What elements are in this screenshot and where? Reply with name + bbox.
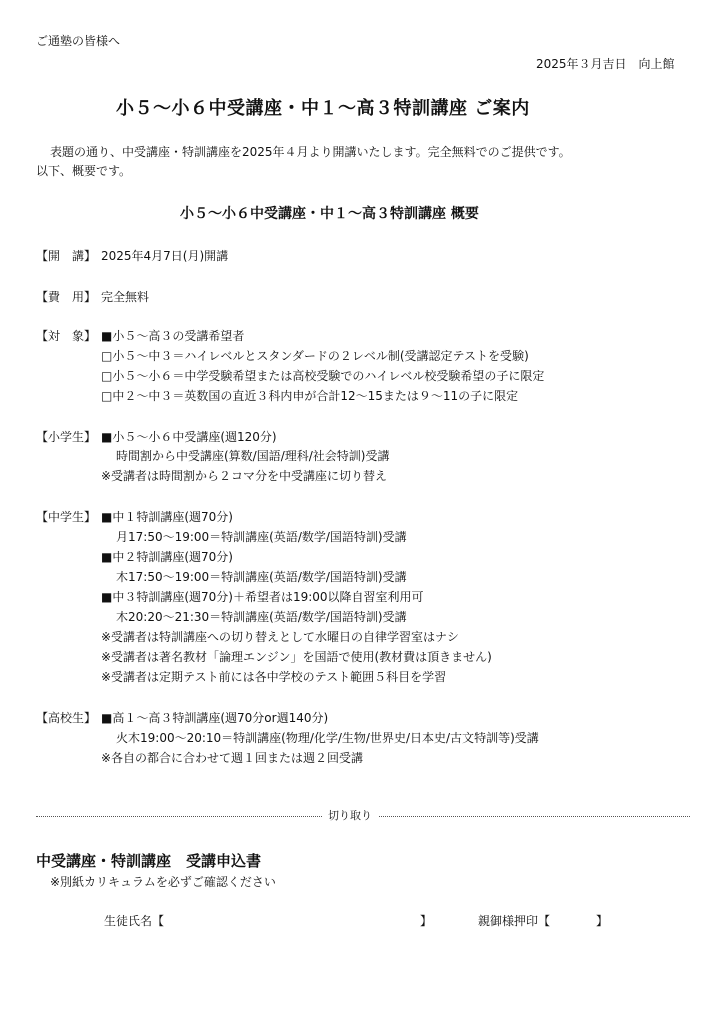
- junior-high-line: 月17:50～19:00＝特訓講座(英語/数学/国語特訓)受講: [116, 530, 407, 544]
- intro-line-2: 以下、概要です。: [36, 164, 132, 178]
- junior-high-line: ■中２特訓講座(週70分): [101, 550, 233, 564]
- high-school-label: 【高校生】: [36, 711, 97, 725]
- high-school-line: ※各自の都合に合わせて週１回または週２回受講: [101, 751, 364, 765]
- junior-high-line: 木17:50～19:00＝特訓講座(英語/数学/国語特訓)受講: [116, 570, 407, 584]
- cut-label: 切り取り: [322, 807, 378, 823]
- junior-high-line: ※受講者は特訓講座への切り替えとして水曜日の自律学習室はナシ: [101, 630, 459, 644]
- fee-value: 完全無料: [101, 290, 150, 304]
- target-line: □中２～中３＝英数国の直近３科内申が合計12～15または９～11の子に限定: [101, 389, 519, 403]
- form-title: 中受講座・特訓講座 受講申込書: [36, 852, 262, 870]
- target-line: □小５～小６＝中学受験希望または高校受験でのハイレベル校受験希望の子に限定: [101, 369, 545, 383]
- date-sender-line: 2025年３月吉日 向上館: [536, 57, 675, 71]
- start-label: 【開 講】: [36, 249, 97, 263]
- elementary-line: ※受講者は時間割から２コマ分を中受講座に切り替え: [101, 469, 388, 483]
- fee-label: 【費 用】: [36, 290, 97, 304]
- junior-high-label: 【中学生】: [36, 510, 97, 524]
- student-name-field[interactable]: [172, 910, 418, 928]
- start-date: 2025年4月7日(月)開講: [101, 249, 229, 263]
- elementary-line: 時間割から中受講座(算数/国語/理科/社会特訓)受講: [116, 449, 390, 463]
- recipient-line: ご通塾の皆様へ: [36, 34, 121, 48]
- page-title: 小５～小６中受講座・中１～高３特訓講座 ご案内: [116, 98, 530, 119]
- form-note: ※別紙カリキュラムを必ずご確認ください: [50, 875, 276, 889]
- elementary-line: ■小５～小６中受講座(週120分): [101, 430, 277, 444]
- target-line: □小５～中３＝ハイレベルとスタンダードの２レベル制(受講認定テストを受験): [101, 349, 529, 363]
- junior-high-line: ※受講者は定期テスト前には各中学校のテスト範囲５科目を学習: [101, 670, 447, 684]
- target-label: 【対 象】: [36, 329, 97, 343]
- student-name-label: 生徒氏名【: [104, 914, 165, 928]
- junior-high-line: ※受講者は著名教材「論理エンジン」を国語で使用(教材費は頂きません): [101, 650, 492, 664]
- student-name-bracket-close: 】: [420, 914, 433, 928]
- elementary-label: 【小学生】: [36, 430, 97, 444]
- parent-seal-bracket-close: 】: [596, 914, 609, 928]
- junior-high-line: 木20:20～21:30＝特訓講座(英語/数学/国語特訓)受講: [116, 610, 407, 624]
- high-school-line: 火木19:00～20:10＝特訓講座(物理/化学/生物/世界史/日本史/古文特訓等)受講: [116, 731, 539, 745]
- overview-title: 小５～小６中受講座・中１～高３特訓講座 概要: [180, 206, 479, 222]
- parent-seal-label: 親御様押印【: [478, 914, 551, 928]
- target-line: ■小５～高３の受講希望者: [101, 329, 245, 343]
- high-school-line: ■高１～高３特訓講座(週70分or週140分): [101, 711, 329, 725]
- junior-high-line: ■中１特訓講座(週70分): [101, 510, 233, 524]
- parent-seal-field[interactable]: [560, 910, 594, 928]
- intro-line-1: 表題の通り、中受講座・特訓講座を2025年４月より開講いたします。完全無料でのご提供です。: [50, 145, 571, 159]
- junior-high-line: ■中３特訓講座(週70分)＋希望者は19:00以降自習室利用可: [101, 590, 424, 604]
